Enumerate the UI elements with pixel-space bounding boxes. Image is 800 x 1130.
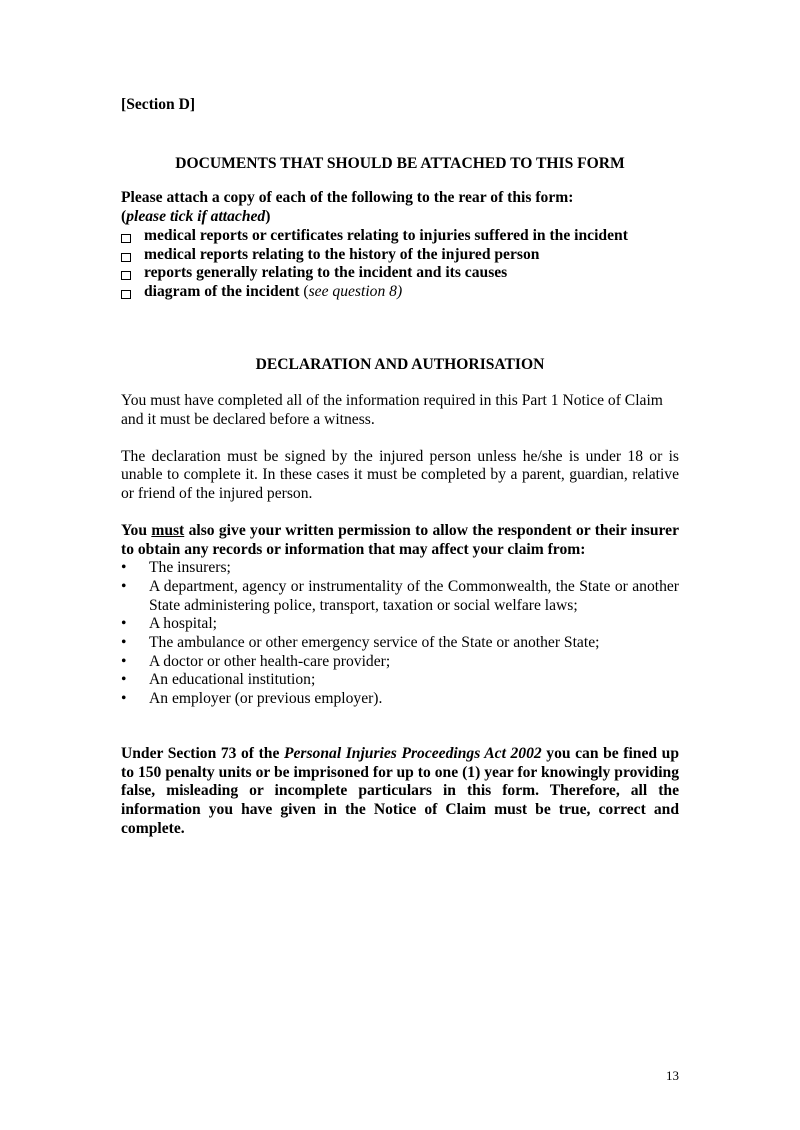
list-item: • A doctor or other health-care provider; <box>121 652 391 670</box>
bullet-icon: • <box>121 652 127 670</box>
checklist-item-label: diagram of the incident (see question 8) <box>144 282 403 300</box>
penalty-warning: Under Section 73 of the Personal Injuries Proceedings Act 2002 you can be fined up to 150 penalty units or be imprisoned for up to one (1) year for knowingly providing false, misleading or incomplete particulars in this form. Therefore, all the information you have given in the Notice of Claim must be true, correct and complete. <box>121 744 679 837</box>
list-item: • A department, agency or instrumentality of the Commonwealth, the State or another State administering police, transport, taxation or social welfare laws; <box>121 577 679 614</box>
checklist-item-label: medical reports or certificates relating to injuries suffered in the incident <box>144 226 628 244</box>
checklist-item <box>121 264 679 283</box>
attach-intro: Please attach a copy of each of the following to the rear of this form: <box>121 189 574 207</box>
list-item: • An educational institution; <box>121 671 316 689</box>
bullet-icon: • <box>121 634 127 652</box>
attach-checkbox-medical-history[interactable] <box>121 253 131 262</box>
list-item: • The ambulance or other emergency service of the State or another State; <box>121 634 600 652</box>
page-number: 13 <box>666 1068 679 1083</box>
checklist-item <box>121 246 679 265</box>
bullet-icon: • <box>121 559 127 577</box>
attachment-checklist <box>121 227 679 302</box>
tick-instruction: (please tick if attached) <box>121 208 271 226</box>
attach-checkbox-incident-reports[interactable] <box>121 271 131 280</box>
must-emphasis: must <box>151 521 185 539</box>
documents-heading: DOCUMENTS THAT SHOULD BE ATTACHED TO THIS FORM <box>175 154 625 172</box>
permission-statement: You must also give your written permission to allow the respondent or their insurer to obtain any records or information that may affect your claim from: <box>121 521 680 558</box>
act-title: Personal Injuries Proceedings Act 2002 <box>283 744 542 762</box>
list-item: • An employer (or previous employer). <box>121 690 383 708</box>
checklist-item-label: medical reports relating to the history of the injured person <box>144 245 540 263</box>
list-item: • The insurers; <box>121 559 231 577</box>
declaration-heading: DECLARATION AND AUTHORISATION <box>255 355 545 373</box>
checklist-item-note: see question 8) <box>308 282 403 300</box>
declaration-paragraph-1: You must have completed all of the information required in this Part 1 Notice of Claim and it must be declared before a witness. <box>121 392 663 429</box>
bullet-icon: • <box>121 577 127 595</box>
attach-checkbox-incident-diagram[interactable] <box>121 290 131 299</box>
list-item: • A hospital; <box>121 615 218 633</box>
bullet-icon: • <box>121 615 127 633</box>
tick-note: please tick if attached <box>126 208 266 226</box>
page-content <box>121 96 679 838</box>
checklist-item <box>121 283 679 302</box>
attach-checkbox-medical-injuries[interactable] <box>121 234 131 243</box>
bullet-icon: • <box>121 671 127 689</box>
checklist-item <box>121 227 679 246</box>
declaration-paragraph-2: The declaration must be signed by the injured person unless he/she is under 18 or is unable to complete it. In these cases it must be completed by a parent, guardian, relative or friend of the injured person. <box>121 447 679 503</box>
section-tag: [Section D] <box>121 96 196 113</box>
bullet-icon: • <box>121 690 127 708</box>
checklist-item-label: reports generally relating to the incident and its causes <box>144 264 508 282</box>
records-sources-list <box>121 559 679 709</box>
